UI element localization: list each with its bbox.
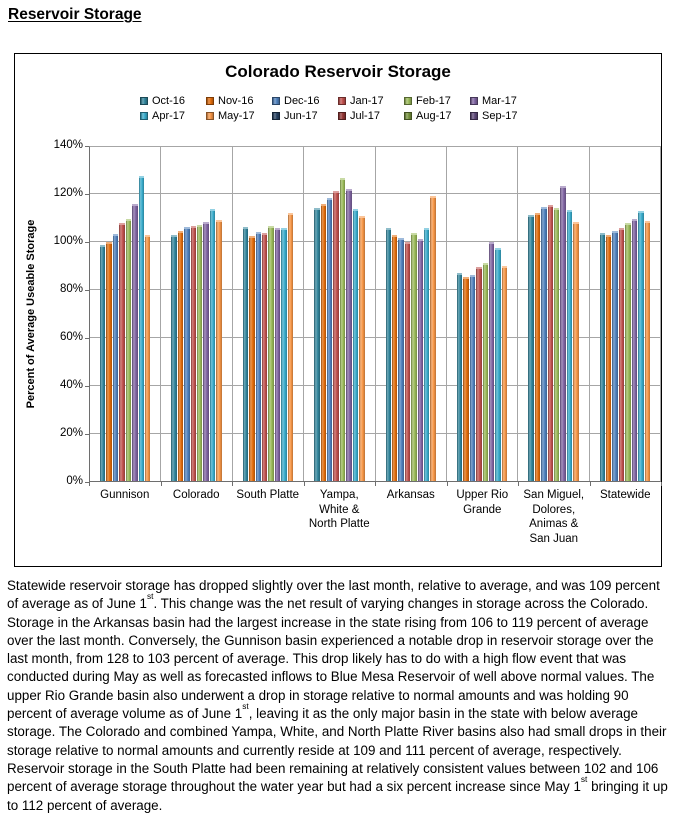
bar-nov-16 bbox=[535, 213, 540, 481]
legend-label: Feb-17 bbox=[416, 95, 451, 107]
bar-feb-17 bbox=[197, 225, 202, 481]
legend-swatch-icon bbox=[272, 97, 280, 105]
x-category-label: Yampa, White & North Platte bbox=[308, 489, 370, 530]
bar-feb-17 bbox=[340, 178, 345, 481]
category-group-3 bbox=[233, 147, 304, 481]
legend-item-mar-17 bbox=[470, 95, 536, 107]
bar-mar-17 bbox=[203, 222, 208, 481]
bar-feb-17 bbox=[126, 219, 131, 481]
legend-swatch-icon bbox=[272, 112, 280, 120]
chart-legend bbox=[15, 95, 661, 122]
y-tick-label: 0% bbox=[66, 475, 83, 487]
legend-item-may-17 bbox=[206, 110, 272, 122]
bar-dec-16 bbox=[184, 227, 189, 481]
bar-nov-16 bbox=[606, 235, 611, 481]
bar-feb-17 bbox=[268, 226, 273, 481]
legend-swatch-icon bbox=[338, 112, 346, 120]
legend-item-dec-16 bbox=[272, 95, 338, 107]
x-category-label: Statewide bbox=[599, 489, 651, 501]
bar-oct-16 bbox=[314, 208, 319, 481]
legend-swatch-icon bbox=[470, 112, 478, 120]
x-tick-mark bbox=[304, 482, 305, 486]
bar-nov-16 bbox=[178, 231, 183, 482]
legend-label: May-17 bbox=[218, 110, 255, 122]
legend-label: Apr-17 bbox=[152, 110, 186, 122]
bar-apr-17 bbox=[424, 228, 429, 481]
bar-may-17 bbox=[573, 222, 578, 481]
legend-swatch-icon bbox=[140, 112, 148, 120]
bar-may-17 bbox=[145, 235, 150, 481]
legend-label: Sep-17 bbox=[482, 110, 518, 122]
ordinal-superscript: st bbox=[146, 591, 154, 602]
bar-dec-16 bbox=[113, 234, 118, 481]
x-tick-mark bbox=[232, 482, 233, 486]
legend-item-jul-17 bbox=[338, 110, 404, 122]
bar-dec-16 bbox=[398, 238, 403, 481]
category-group-5 bbox=[376, 147, 447, 481]
bar-jan-17 bbox=[619, 228, 624, 481]
legend-label: Oct-16 bbox=[152, 95, 186, 107]
body-paragraph: Statewide reservoir storage has dropped slightly over the last month, relative to average, and was 109 percent of average as of June 1st. This change was the net result of varying changes in storage across the Colorado. Storage in the Arkansas basin had the largest increase in the state rising from 106 to 119 percent of average over the last month. Conversely, the Gunnison basin experienced a notable drop in reservoir storage over the last month, from 128 to 103 percent of average. This drop likely has to do with a high flow event that was conducted during May as well as forecasted inflows to Blue Mesa Reservoir of well above normal values. The upper Rio Grande basin also underwent a drop in storage relative to normal amounts and was holding 90 percent of average volume as of June 1st, leaving it as the only major basin in the state with below average storage. The Colorado and combined Yampa, White, and North Platte River basins also had small drops in their storage relative to normal amounts and currently reside at 109 and 111 percent of average, respectively. Reservoir storage in the South Platte had been remaining at relatively consistent values between 102 and 106 percent of average storage throughout the water year but had a six percent increase since May 1st bringing it up to 112 percent of average. bbox=[7, 578, 668, 813]
bar-apr-17 bbox=[210, 209, 215, 481]
y-tick-label: 60% bbox=[59, 331, 83, 343]
legend-label: Dec-16 bbox=[284, 95, 320, 107]
x-tick-mark bbox=[161, 482, 162, 486]
bar-oct-16 bbox=[171, 235, 176, 481]
x-tick-mark bbox=[518, 482, 519, 486]
ordinal-superscript: st bbox=[242, 700, 249, 711]
bar-mar-17 bbox=[275, 228, 280, 481]
x-tick-mark bbox=[89, 482, 90, 486]
legend-label: Jan-17 bbox=[350, 95, 384, 107]
x-axis-labels bbox=[89, 488, 661, 546]
bar-may-17 bbox=[430, 196, 435, 481]
reservoir-storage-chart bbox=[14, 53, 662, 567]
bar-feb-17 bbox=[554, 208, 559, 481]
legend-label: Jun-17 bbox=[284, 110, 318, 122]
bar-apr-17 bbox=[567, 210, 572, 481]
y-tick-label: 80% bbox=[59, 283, 83, 295]
y-tick-label: 20% bbox=[59, 427, 83, 439]
bar-may-17 bbox=[645, 221, 650, 481]
bar-oct-16 bbox=[600, 233, 605, 481]
legend-grid bbox=[140, 95, 536, 122]
bar-dec-16 bbox=[470, 275, 475, 481]
bar-may-17 bbox=[359, 216, 364, 481]
legend-swatch-icon bbox=[404, 97, 412, 105]
bar-may-17 bbox=[216, 220, 221, 481]
bar-apr-17 bbox=[281, 228, 286, 481]
legend-item-sep-17 bbox=[470, 110, 536, 122]
category-group-7 bbox=[518, 147, 589, 481]
bar-jan-17 bbox=[119, 223, 124, 481]
bar-feb-17 bbox=[483, 263, 488, 481]
legend-swatch-icon bbox=[338, 97, 346, 105]
bar-jan-17 bbox=[405, 242, 410, 481]
bar-nov-16 bbox=[392, 235, 397, 481]
bar-nov-16 bbox=[249, 236, 254, 481]
y-axis-title: Percent of Average Useable Storage bbox=[25, 219, 37, 409]
bar-mar-17 bbox=[632, 219, 637, 481]
bar-oct-16 bbox=[386, 228, 391, 481]
bar-apr-17 bbox=[495, 248, 500, 481]
bar-nov-16 bbox=[463, 277, 468, 481]
bar-mar-17 bbox=[132, 204, 137, 481]
bar-apr-17 bbox=[139, 176, 144, 481]
x-category-label: Gunnison bbox=[100, 489, 150, 501]
y-tick-label: 40% bbox=[59, 379, 83, 391]
y-tick-label: 120% bbox=[53, 187, 83, 199]
category-group-8 bbox=[590, 147, 660, 481]
x-category-label: Colorado bbox=[172, 489, 220, 501]
legend-item-jan-17 bbox=[338, 95, 404, 107]
bar-dec-16 bbox=[327, 198, 332, 481]
legend-item-feb-17 bbox=[404, 95, 470, 107]
bar-feb-17 bbox=[411, 233, 416, 481]
bar-apr-17 bbox=[638, 211, 643, 481]
legend-label: Aug-17 bbox=[416, 110, 452, 122]
bar-jan-17 bbox=[333, 191, 338, 481]
bar-jan-17 bbox=[262, 233, 267, 481]
bar-nov-16 bbox=[321, 204, 326, 481]
legend-swatch-icon bbox=[206, 112, 214, 120]
bar-mar-17 bbox=[489, 242, 494, 481]
bar-may-17 bbox=[502, 266, 507, 481]
bar-oct-16 bbox=[457, 273, 462, 481]
legend-swatch-icon bbox=[470, 97, 478, 105]
x-category-label: Arkansas bbox=[386, 489, 435, 501]
legend-label: Nov-16 bbox=[218, 95, 254, 107]
bar-dec-16 bbox=[541, 207, 546, 481]
bar-mar-17 bbox=[560, 186, 565, 481]
legend-item-aug-17 bbox=[404, 110, 470, 122]
bar-feb-17 bbox=[625, 223, 630, 481]
bar-apr-17 bbox=[353, 209, 358, 481]
legend-label: Mar-17 bbox=[482, 95, 517, 107]
ordinal-superscript: st bbox=[580, 774, 588, 785]
document-heading: Reservoir Storage bbox=[8, 6, 142, 23]
x-tick-mark bbox=[447, 482, 448, 486]
bar-mar-17 bbox=[346, 189, 351, 481]
legend-item-oct-16 bbox=[140, 95, 206, 107]
bar-jan-17 bbox=[191, 226, 196, 481]
bar-oct-16 bbox=[528, 215, 533, 481]
plot-area bbox=[89, 146, 661, 482]
x-tick-mark bbox=[375, 482, 376, 486]
legend-item-jun-17 bbox=[272, 110, 338, 122]
x-category-label: South Platte bbox=[236, 489, 300, 501]
legend-item-nov-16 bbox=[206, 95, 272, 107]
legend-swatch-icon bbox=[140, 97, 148, 105]
bar-may-17 bbox=[288, 213, 293, 481]
bar-nov-16 bbox=[106, 242, 111, 481]
x-tick-mark bbox=[590, 482, 591, 486]
x-category-label: San Miguel, Dolores, Animas & San Juan bbox=[523, 489, 585, 545]
legend-item-apr-17 bbox=[140, 110, 206, 122]
bar-dec-16 bbox=[256, 232, 261, 481]
x-tick-mark bbox=[661, 482, 662, 486]
bar-dec-16 bbox=[612, 231, 617, 482]
legend-label: Jul-17 bbox=[350, 110, 380, 122]
category-group-1 bbox=[90, 147, 161, 481]
legend-swatch-icon bbox=[404, 112, 412, 120]
bar-oct-16 bbox=[243, 227, 248, 481]
bar-oct-16 bbox=[100, 245, 105, 481]
y-tick-label: 140% bbox=[53, 139, 83, 151]
x-category-label: Upper Rio Grande bbox=[456, 489, 509, 516]
bar-jan-17 bbox=[476, 267, 481, 481]
bar-mar-17 bbox=[418, 239, 423, 481]
category-group-4 bbox=[304, 147, 375, 481]
y-tick-label: 100% bbox=[53, 235, 83, 247]
legend-swatch-icon bbox=[206, 97, 214, 105]
bar-jan-17 bbox=[548, 205, 553, 481]
category-group-2 bbox=[161, 147, 232, 481]
chart-title: Colorado Reservoir Storage bbox=[225, 62, 451, 81]
category-group-6 bbox=[447, 147, 518, 481]
